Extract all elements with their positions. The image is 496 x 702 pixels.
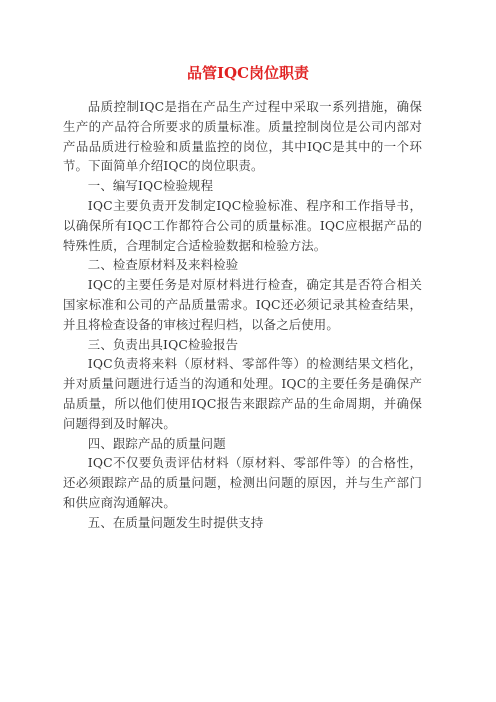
document-title: 品管IQC岗位职责 — [186, 64, 310, 82]
section-paragraph-4: IQC不仅要负责评估材料（原材料、零部件等）的合格性，还必须跟踪产品的质量问题，检测出问题的原因，并与生产部门和供应商沟通解决。 — [63, 455, 422, 510]
section-paragraph-3: IQC负责将来料（原材料、零部件等）的检测结果文档化，并对质量问题进行适当的沟通和处理。IQC的主要任务是确保产品质量，所以他们使用IQC报告来跟踪产品的生命周期，并确保问题得到及时解决。 — [63, 356, 422, 431]
section-paragraph-1: IQC主要负责开发制定IQC检验标准、程序和工作指导书，以确保所有IQC工作都符合公司的质量标准。IQC应根据产品的特殊性质，合理制定合适检验数据和检验方法。 — [63, 197, 422, 253]
section-heading-4: 四、跟踪产品的质量问题 — [87, 435, 226, 451]
section-heading-2: 二、检查原材料及来料检验 — [87, 257, 239, 273]
section-heading-5: 五、在质量问题发生时提供支持 — [87, 514, 264, 530]
section-heading-1: 一、编写IQC检验规程 — [87, 178, 214, 194]
section-heading-3: 三、负责出具IQC检验报告 — [87, 336, 239, 352]
intro-paragraph: 品质控制IQC是指在产品生产过程中采取一系列措施，确保生产的产品符合所要求的质量标准。质量控制岗位是公司内部对产品品质进行检验和质量监控的岗位，其中IQC是其中的一个环节。下面简单介绍IQC的岗位职责。 — [63, 99, 422, 174]
document-body — [63, 97, 422, 533]
section-paragraph-2: IQC的主要任务是对原材料进行检查，确定其是否符合相关国家标准和公司的产品质量需求。IQC还必须记录其检查结果，并且将检查设备的审核过程归档，以备之后使用。 — [63, 277, 422, 332]
